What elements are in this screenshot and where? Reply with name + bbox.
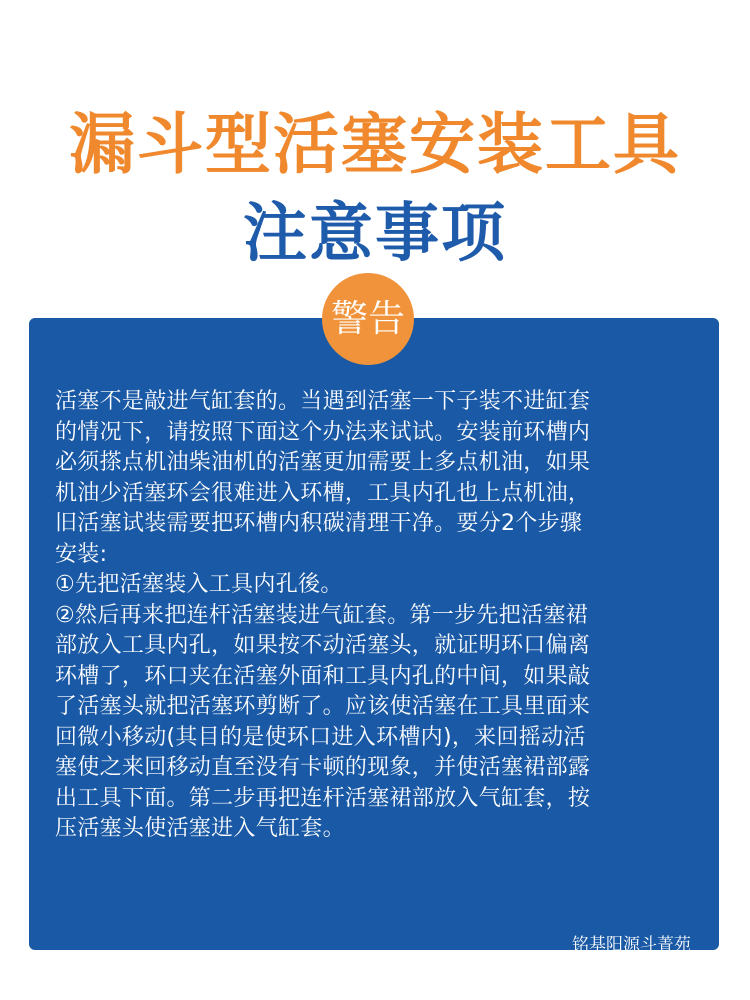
warning-line: 旧活塞试装需要把环槽内积碳清理干净。要分2个步骤 — [55, 511, 583, 536]
warning-line: 回微小移动(其目的是使环口进入环槽内)，来回摇动活 — [55, 724, 586, 750]
warning-line: ②然后再来把连杆活塞装进气缸套。第一步先把活塞裙 — [55, 602, 588, 628]
warning-line: 部放入工具内孔，如果按不动活塞头，就证明环口偏离 — [55, 633, 591, 658]
warning-badge: 警告 — [322, 273, 414, 365]
watermark: 铭基阳源斗菁苑 — [572, 935, 691, 955]
warning-line: 压活塞头使活塞进入气缸套。 — [55, 816, 345, 841]
warning-line: 了活塞头就把活塞环剪断了。应该使活塞在工具里面来 — [55, 694, 591, 719]
warning-line: 活塞不是敲进气缸套的。当遇到活塞一下子装不进缸套 — [55, 389, 591, 414]
warning-line: 机油少活塞环会很难进入环槽，工具内孔也上点机油， — [55, 480, 591, 506]
page-subtitle: 注意事项 — [243, 197, 507, 271]
warning-line: 出工具下面。第二步再把连杆活塞裙部放入气缸套，按 — [55, 785, 591, 811]
warning-line: ①先把活塞装入工具内孔後。 — [55, 572, 343, 597]
warning-line: 塞使之来回移动直至没有卡顿的现象，并使活塞裙部露 — [55, 755, 591, 780]
warning-line: 环槽了，环口夹在活塞外面和工具内孔的中间，如果敲 — [55, 663, 591, 689]
warning-line: 的情况下，请按照下面这个办法来试试。安装前环槽内 — [55, 419, 591, 445]
warning-line: 安装: — [55, 541, 108, 567]
page-title: 漏斗型活塞安装工具 — [69, 106, 681, 183]
warning-line: 必须搽点机油柴油机的活塞更加需要上多点机油，如果 — [55, 450, 591, 475]
warning-text — [55, 387, 703, 845]
